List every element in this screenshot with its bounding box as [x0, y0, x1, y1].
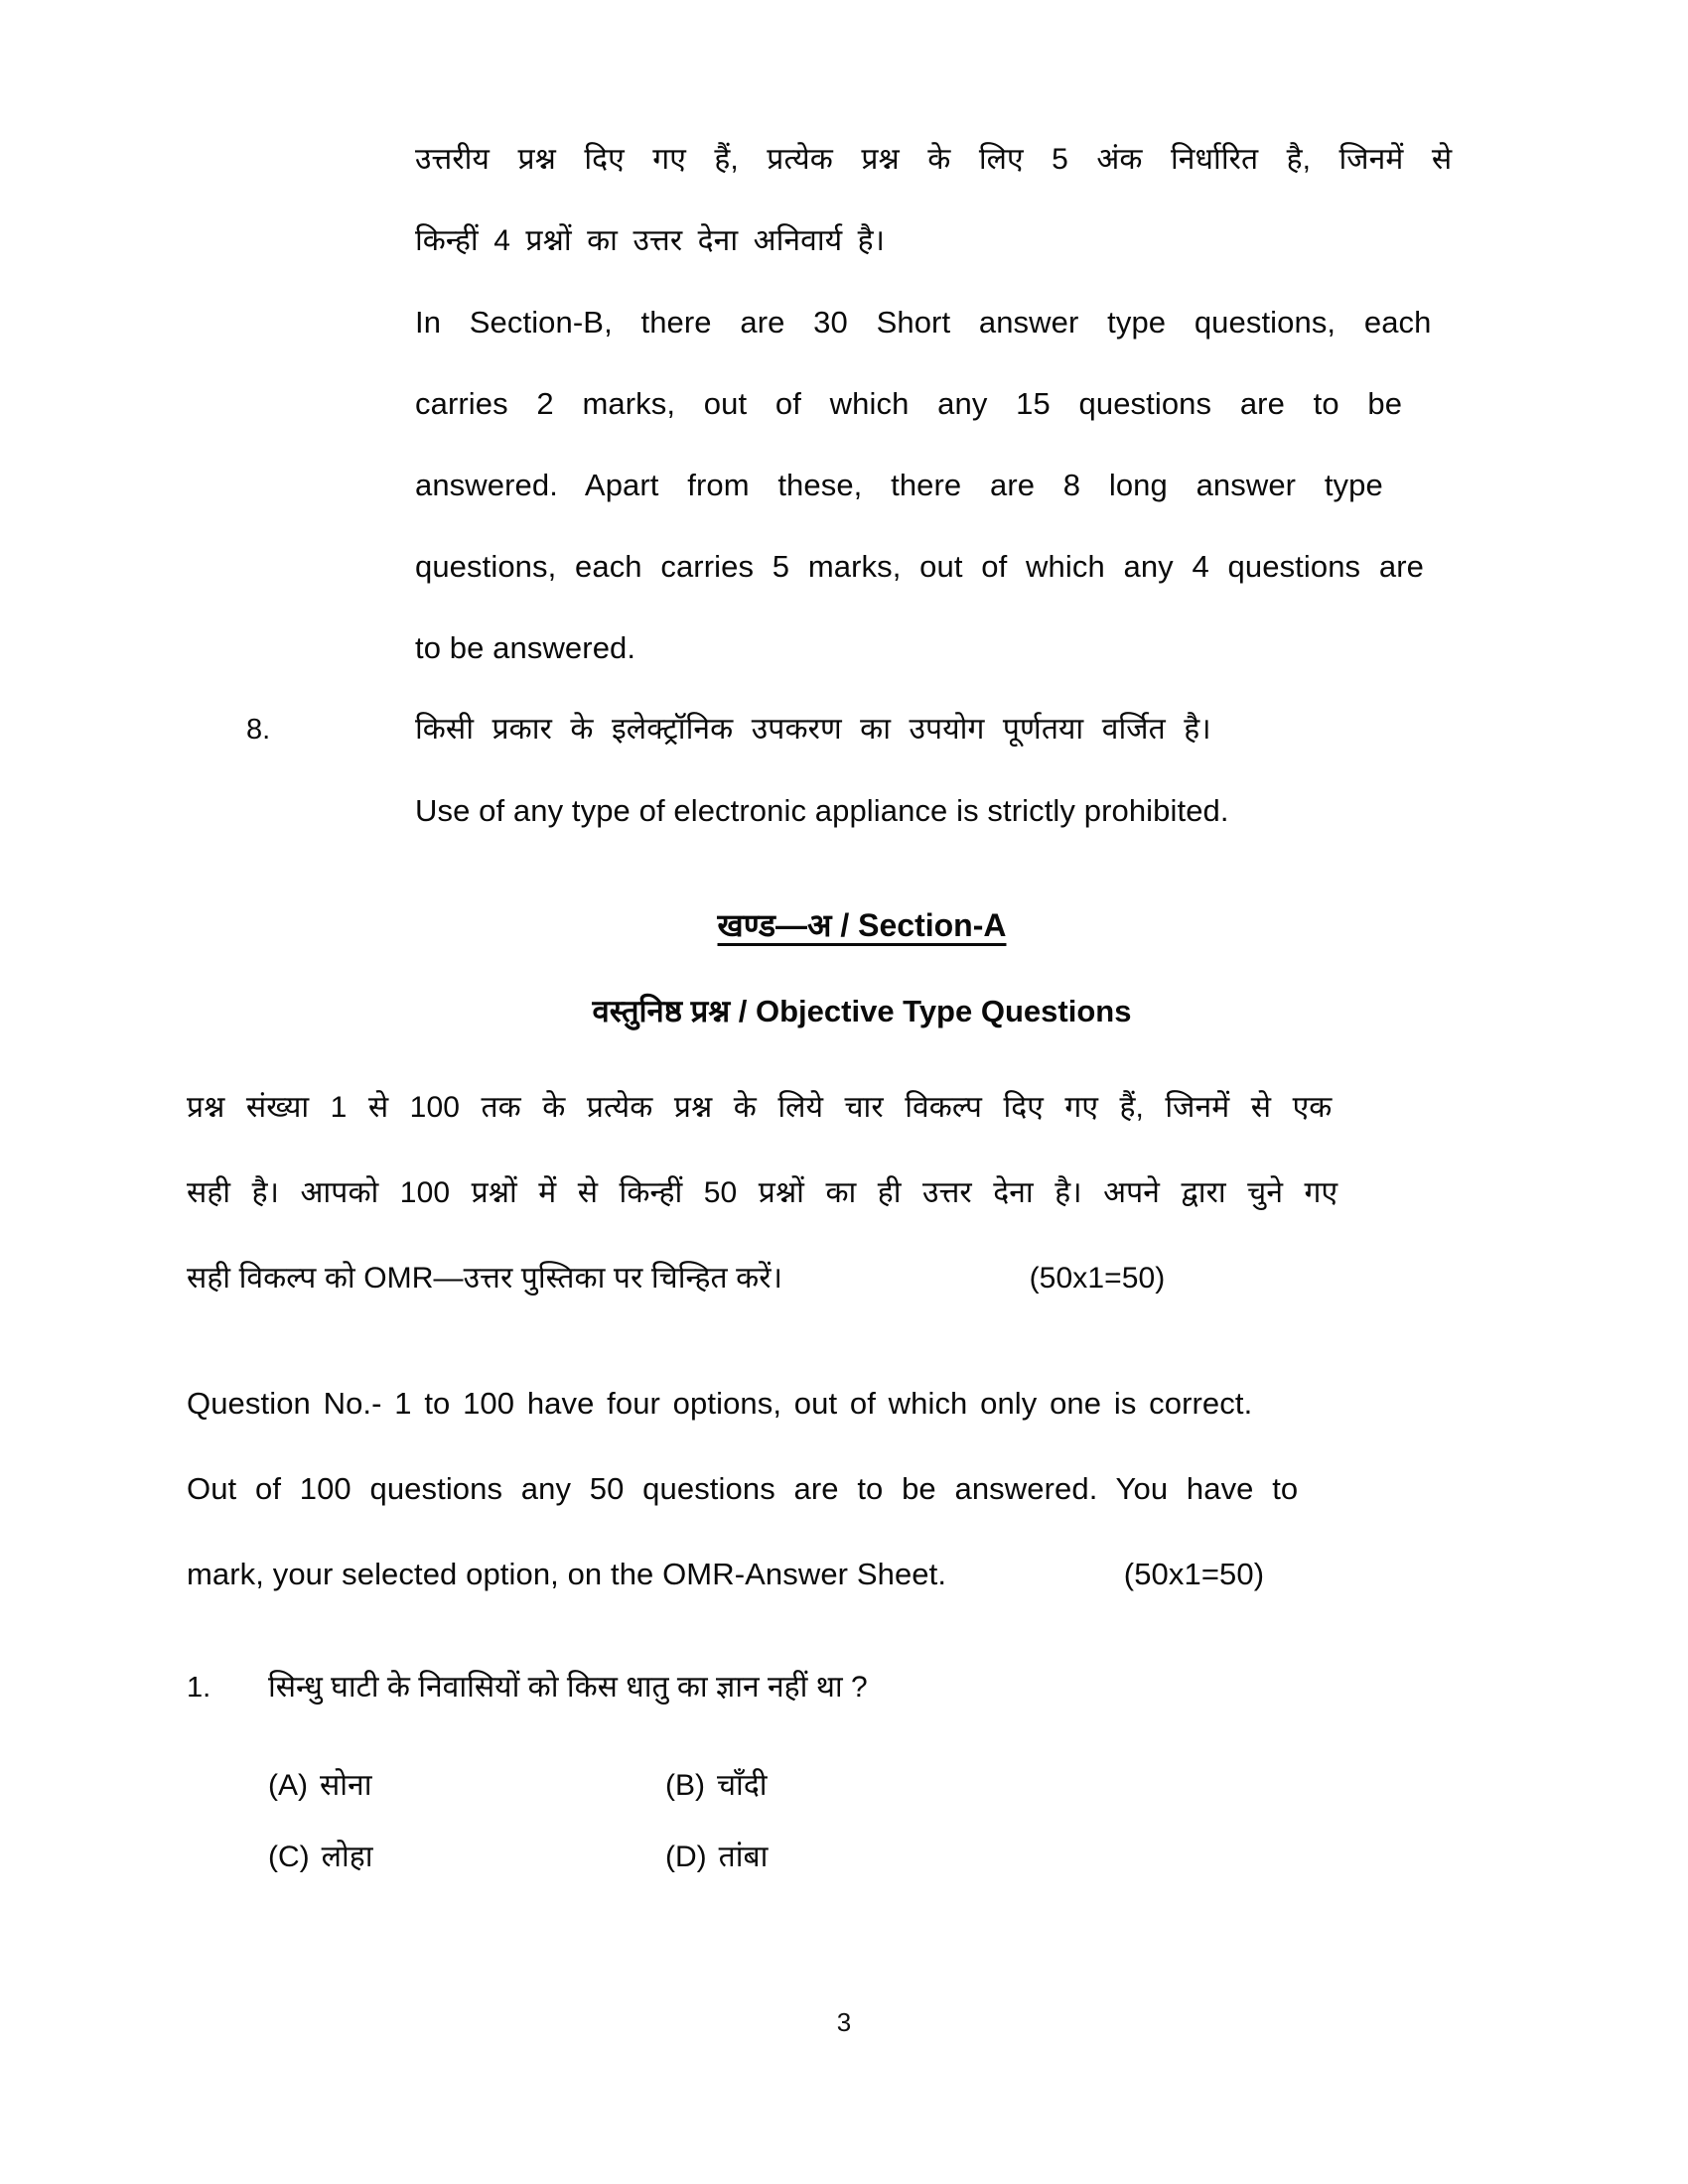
instruction-english-line-4: questions, each carries 5 marks, out of which any 4 questions are	[415, 549, 1424, 584]
question-1-options-row-2	[268, 1822, 1477, 1893]
option-a-text: सोना	[320, 1769, 372, 1802]
instruction-item-8-english: Use of any type of electronic appliance is strictly prohibited.	[415, 793, 1229, 828]
instruction-english-line-5: to be answered.	[415, 630, 636, 665]
question-1-option-d[interactable]	[665, 1822, 1062, 1893]
objective-instruction-hindi-line-3-row	[187, 1236, 1477, 1321]
section-a-heading	[246, 903, 1477, 946]
page-content	[187, 119, 1477, 1893]
objective-type-heading-text: वस्तुनिष्ठ प्रश्न / Objective Type Questions	[592, 994, 1132, 1028]
objective-instruction-english-line-3: mark, your selected option, on the OMR-Answer Sheet.	[187, 1557, 947, 1591]
instruction-english-line-3: answered. Apart from these, there are 8 long answer type	[415, 468, 1383, 502]
instruction-item-8	[246, 689, 1477, 852]
instruction-english-line-2: carries 2 marks, out of which any 15 questions are to be	[415, 386, 1403, 421]
instructions-hindi-continued	[415, 119, 1477, 282]
option-d-text: तांबा	[718, 1841, 769, 1873]
objective-type-heading	[246, 990, 1477, 1031]
objective-instruction-english-line-3-row	[187, 1532, 1477, 1617]
objective-instructions-hindi	[187, 1065, 1477, 1321]
option-b-label: (B)	[665, 1769, 705, 1802]
objective-instruction-hindi-line-1: प्रश्न संख्या 1 से 100 तक के प्रत्येक प्रश्न के लिये चार विकल्प दिए गए हैं, जिनमें से एक	[187, 1091, 1333, 1124]
instruction-hindi-line-1: उत्तरीय प्रश्न दिए गए हैं, प्रत्येक प्रश्न के लिए 5 अंक निर्धारित है, जिनमें से	[415, 143, 1453, 176]
instruction-english-line-1: In Section-B, there are 30 Short answer type questions, each	[415, 305, 1432, 340]
option-c-label: (C)	[268, 1841, 310, 1873]
objective-instructions-english	[187, 1361, 1477, 1617]
option-a-label: (A)	[268, 1769, 308, 1802]
instruction-item-8-number: 8.	[246, 714, 271, 746]
question-1-text: सिन्धु घाटी के निवासियों को किस धातु का ज्ञान नहीं था ?	[268, 1671, 868, 1704]
instruction-item-8-body	[415, 689, 1477, 852]
option-c-text: लोहा	[321, 1841, 373, 1873]
question-1	[187, 1651, 1477, 1893]
question-1-option-c[interactable]	[268, 1822, 665, 1893]
question-1-option-a[interactable]	[268, 1750, 665, 1822]
instructions-english-continued	[415, 282, 1477, 689]
option-b-text: चाँदी	[717, 1769, 768, 1802]
option-d-label: (D)	[665, 1841, 707, 1873]
page-number: 3	[836, 2007, 852, 2037]
section-a-heading-text: खण्ड—अ / Section-A	[717, 907, 1007, 943]
objective-instruction-english-line-2: Out of 100 questions any 50 questions are to be answered. You have to	[187, 1471, 1299, 1506]
question-1-option-b[interactable]	[665, 1750, 1062, 1822]
question-1-options	[268, 1750, 1477, 1893]
objective-english-marks: (50x1=50)	[1123, 1557, 1265, 1591]
question-1-number: 1.	[187, 1672, 211, 1704]
instruction-item-8-hindi: किसी प्रकार के इलेक्ट्रॉनिक उपकरण का उपयोग पूर्णतया वर्जित है।	[415, 713, 1211, 746]
objective-instruction-english-line-1: Question No.- 1 to 100 have four options, out of which only one is correct.	[187, 1386, 1253, 1421]
objective-instruction-hindi-line-3: सही विकल्प को OMR—उत्तर पुस्तिका पर चिन्हित करें।	[187, 1262, 783, 1295]
question-1-options-row-1	[268, 1750, 1477, 1822]
instruction-hindi-line-2: किन्हीं 4 प्रश्नों का उत्तर देना अनिवार्य है।	[415, 224, 886, 257]
objective-hindi-marks: (50x1=50)	[1029, 1262, 1166, 1295]
objective-instruction-hindi-line-2: सही है। आपको 100 प्रश्नों में से किन्हीं 50 प्रश्नों का ही उत्तर देना है। अपने द्वारा चुने गए	[187, 1176, 1338, 1209]
